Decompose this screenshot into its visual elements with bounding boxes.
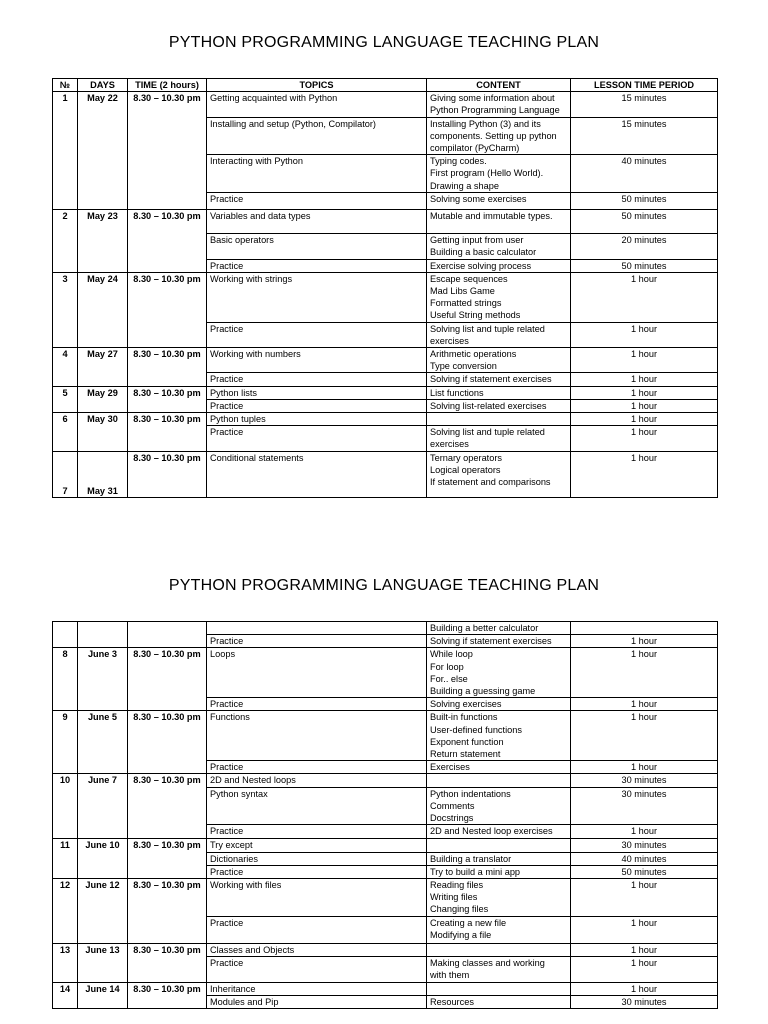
session-number: 2: [53, 210, 78, 273]
content-cell: Python indentations Comments Docstrings: [427, 787, 571, 825]
content-cell: [427, 944, 571, 957]
lesson-time-cell: 1 hour: [571, 426, 718, 451]
content-cell: 2D and Nested loop exercises: [427, 825, 571, 839]
lesson-time-cell: 1 hour: [571, 711, 718, 761]
content-cell: Installing Python (3) and its components. Setting up python compilator (PyCharm): [427, 117, 571, 155]
topic-cell: Python lists: [207, 386, 427, 399]
content-cell: Solving list-related exercises: [427, 399, 571, 412]
topic-cell: Getting acquainted with Python: [207, 92, 427, 117]
lesson-time-cell: 1 hour: [571, 635, 718, 648]
lesson-time-cell: 30 minutes: [571, 839, 718, 852]
content-cell: Resources: [427, 995, 571, 1008]
lesson-time-cell: 1 hour: [571, 761, 718, 774]
topic-cell: Practice: [207, 322, 427, 347]
content-cell: Reading files Writing files Changing files: [427, 879, 571, 917]
lesson-time-cell: 1 hour: [571, 451, 718, 498]
session-number: 9: [53, 711, 78, 774]
topic-cell: Conditional statements: [207, 451, 427, 498]
page-title: PYTHON PROGRAMMING LANGUAGE TEACHING PLAN: [168, 34, 600, 51]
header-topics: TOPICS: [207, 79, 427, 92]
topic-cell: Installing and setup (Python, Compilator): [207, 117, 427, 155]
topic-cell: 2D and Nested loops: [207, 774, 427, 787]
session-number: 8: [53, 648, 78, 711]
lesson-time-cell: 15 minutes: [571, 92, 718, 117]
table-row: [53, 92, 718, 117]
topic-cell: Dictionaries: [207, 852, 427, 865]
content-cell: Solving if statement exercises: [427, 373, 571, 386]
lesson-time-cell: 1 hour: [571, 348, 718, 373]
topic-cell: Python syntax: [207, 787, 427, 825]
table-row: [53, 451, 718, 498]
topic-cell: Practice: [207, 635, 427, 648]
teaching-plan-table-continued: [52, 621, 718, 1009]
lesson-time-cell: 1 hour: [571, 957, 718, 982]
lesson-time-cell: 1 hour: [571, 413, 718, 426]
content-cell: Built-in functions User-defined functions Exponent function Return statement: [427, 711, 571, 761]
content-cell: Mutable and immutable types.: [427, 210, 571, 234]
lesson-time-cell: 1 hour: [571, 825, 718, 839]
header-content: CONTENT: [427, 79, 571, 92]
content-cell: [427, 774, 571, 787]
content-cell: Escape sequences Mad Libs Game Formatted strings Useful String methods: [427, 272, 571, 322]
session-number: 4: [53, 348, 78, 387]
topic-cell: Inheritance: [207, 982, 427, 995]
content-cell: Arithmetic operations Type conversion: [427, 348, 571, 373]
lesson-time-cell: 30 minutes: [571, 774, 718, 787]
session-time: 8.30 – 10.30 pm: [128, 272, 207, 347]
lesson-time-cell: 1 hour: [571, 944, 718, 957]
topic-cell: Try except: [207, 839, 427, 852]
table-row: [53, 272, 718, 322]
content-cell: Getting input from user Building a basic calculator: [427, 234, 571, 259]
session-day: May 31: [78, 451, 128, 498]
header-lesson-time: LESSON TIME PERIOD: [571, 79, 718, 92]
lesson-time-cell: 1 hour: [571, 386, 718, 399]
topic-cell: Loops: [207, 648, 427, 698]
content-cell: Building a translator: [427, 852, 571, 865]
topic-cell: Practice: [207, 259, 427, 272]
content-cell: Making classes and working with them: [427, 957, 571, 982]
session-day: May 29: [78, 386, 128, 412]
header-row: [53, 79, 718, 92]
content-cell: Giving some information about Python Programming Language: [427, 92, 571, 117]
session-number: 14: [53, 982, 78, 1008]
lesson-time-cell: 40 minutes: [571, 155, 718, 193]
topic-cell: Practice: [207, 957, 427, 982]
lesson-time-cell: 1 hour: [571, 698, 718, 711]
content-cell: Exercise solving process: [427, 259, 571, 272]
session-time: 8.30 – 10.30 pm: [128, 386, 207, 412]
table-row: [53, 648, 718, 698]
content-cell: Solving if statement exercises: [427, 635, 571, 648]
topic-cell: Practice: [207, 916, 427, 943]
content-cell: While loop For loop For.. else Building a guessing game: [427, 648, 571, 698]
content-cell: [427, 413, 571, 426]
session-number: 7: [53, 451, 78, 498]
session-day: June 5: [78, 711, 128, 774]
session-number: 1: [53, 92, 78, 210]
table-row: [53, 944, 718, 957]
session-day: June 10: [78, 839, 128, 879]
session-day: May 24: [78, 272, 128, 347]
table-row: [53, 839, 718, 852]
lesson-time-cell: 1 hour: [571, 879, 718, 917]
page-title-continued: PYTHON PROGRAMMING LANGUAGE TEACHING PLAN: [168, 577, 600, 594]
session-time: 8.30 – 10.30 pm: [128, 92, 207, 210]
lesson-time-cell: 30 minutes: [571, 995, 718, 1008]
lesson-time-cell: 50 minutes: [571, 259, 718, 272]
session-number: 3: [53, 272, 78, 347]
session-day: June 3: [78, 648, 128, 711]
lesson-time-cell: 1 hour: [571, 322, 718, 347]
topic-cell: Variables and data types: [207, 210, 427, 234]
session-time: 8.30 – 10.30 pm: [128, 982, 207, 1008]
topic-cell: Modules and Pip: [207, 995, 427, 1008]
content-cell: Solving list and tuple related exercises: [427, 322, 571, 347]
header-time: TIME (2 hours): [128, 79, 207, 92]
session-number: 5: [53, 386, 78, 412]
session-time: [128, 622, 207, 648]
session-day: [78, 622, 128, 648]
session-number: 10: [53, 774, 78, 839]
lesson-time-cell: 50 minutes: [571, 865, 718, 878]
lesson-time-cell: 1 hour: [571, 272, 718, 322]
session-time: 8.30 – 10.30 pm: [128, 879, 207, 944]
session-time: 8.30 – 10.30 pm: [128, 839, 207, 879]
content-cell: Try to build a mini app: [427, 865, 571, 878]
session-time: 8.30 – 10.30 pm: [128, 451, 207, 498]
lesson-time-cell: 40 minutes: [571, 852, 718, 865]
topic-cell: Practice: [207, 192, 427, 209]
topic-cell: Practice: [207, 865, 427, 878]
topic-cell: Basic operators: [207, 234, 427, 259]
content-cell: Exercises: [427, 761, 571, 774]
lesson-time-cell: 1 hour: [571, 373, 718, 386]
topic-cell: [207, 622, 427, 635]
session-day: May 30: [78, 413, 128, 452]
session-number: 6: [53, 413, 78, 452]
table-row: [53, 622, 718, 635]
table-row: [53, 879, 718, 917]
topic-cell: Working with numbers: [207, 348, 427, 373]
session-number: [53, 622, 78, 648]
lesson-time-cell: 50 minutes: [571, 192, 718, 209]
header-no: №: [53, 79, 78, 92]
session-time: 8.30 – 10.30 pm: [128, 210, 207, 273]
session-day: June 13: [78, 944, 128, 983]
table-row: [53, 413, 718, 426]
content-cell: Solving exercises: [427, 698, 571, 711]
topic-cell: Classes and Objects: [207, 944, 427, 957]
session-time: 8.30 – 10.30 pm: [128, 711, 207, 774]
content-cell: [427, 839, 571, 852]
session-time: 8.30 – 10.30 pm: [128, 348, 207, 387]
table-row: [53, 711, 718, 761]
lesson-time-cell: 1 hour: [571, 982, 718, 995]
topic-cell: Practice: [207, 698, 427, 711]
table-row: [53, 386, 718, 399]
session-day: May 23: [78, 210, 128, 273]
session-day: June 12: [78, 879, 128, 944]
session-number: 11: [53, 839, 78, 879]
content-cell: Creating a new file Modifying a file: [427, 916, 571, 943]
lesson-time-cell: 1 hour: [571, 916, 718, 943]
topic-cell: Practice: [207, 761, 427, 774]
table-row: [53, 348, 718, 373]
topic-cell: Functions: [207, 711, 427, 761]
session-day: May 27: [78, 348, 128, 387]
session-time: 8.30 – 10.30 pm: [128, 774, 207, 839]
content-cell: Solving some exercises: [427, 192, 571, 209]
lesson-time-cell: 1 hour: [571, 648, 718, 698]
session-time: 8.30 – 10.30 pm: [128, 944, 207, 983]
lesson-time-cell: 20 minutes: [571, 234, 718, 259]
topic-cell: Python tuples: [207, 413, 427, 426]
session-day: June 7: [78, 774, 128, 839]
topic-cell: Practice: [207, 373, 427, 386]
header-days: DAYS: [78, 79, 128, 92]
topic-cell: Practice: [207, 426, 427, 451]
session-time: 8.30 – 10.30 pm: [128, 648, 207, 711]
topic-cell: Interacting with Python: [207, 155, 427, 193]
content-cell: Solving list and tuple related exercises: [427, 426, 571, 451]
table-row: [53, 774, 718, 787]
content-cell: List functions: [427, 386, 571, 399]
content-cell: [427, 982, 571, 995]
lesson-time-cell: 15 minutes: [571, 117, 718, 155]
lesson-time-cell: 50 minutes: [571, 210, 718, 234]
content-cell: Ternary operators Logical operators If statement and comparisons: [427, 451, 571, 498]
topic-cell: Practice: [207, 399, 427, 412]
session-number: 13: [53, 944, 78, 983]
session-number: 12: [53, 879, 78, 944]
topic-cell: Working with strings: [207, 272, 427, 322]
lesson-time-cell: 30 minutes: [571, 787, 718, 825]
lesson-time-cell: [571, 622, 718, 635]
topic-cell: Practice: [207, 825, 427, 839]
session-day: May 22: [78, 92, 128, 210]
session-day: June 14: [78, 982, 128, 1008]
session-time: 8.30 – 10.30 pm: [128, 413, 207, 452]
teaching-plan-table: [52, 78, 718, 498]
lesson-time-cell: 1 hour: [571, 399, 718, 412]
table-row: [53, 210, 718, 234]
topic-cell: Working with files: [207, 879, 427, 917]
content-cell: Typing codes. First program (Hello World). Drawing a shape: [427, 155, 571, 193]
content-cell: Building a better calculator: [427, 622, 571, 635]
table-row: [53, 982, 718, 995]
